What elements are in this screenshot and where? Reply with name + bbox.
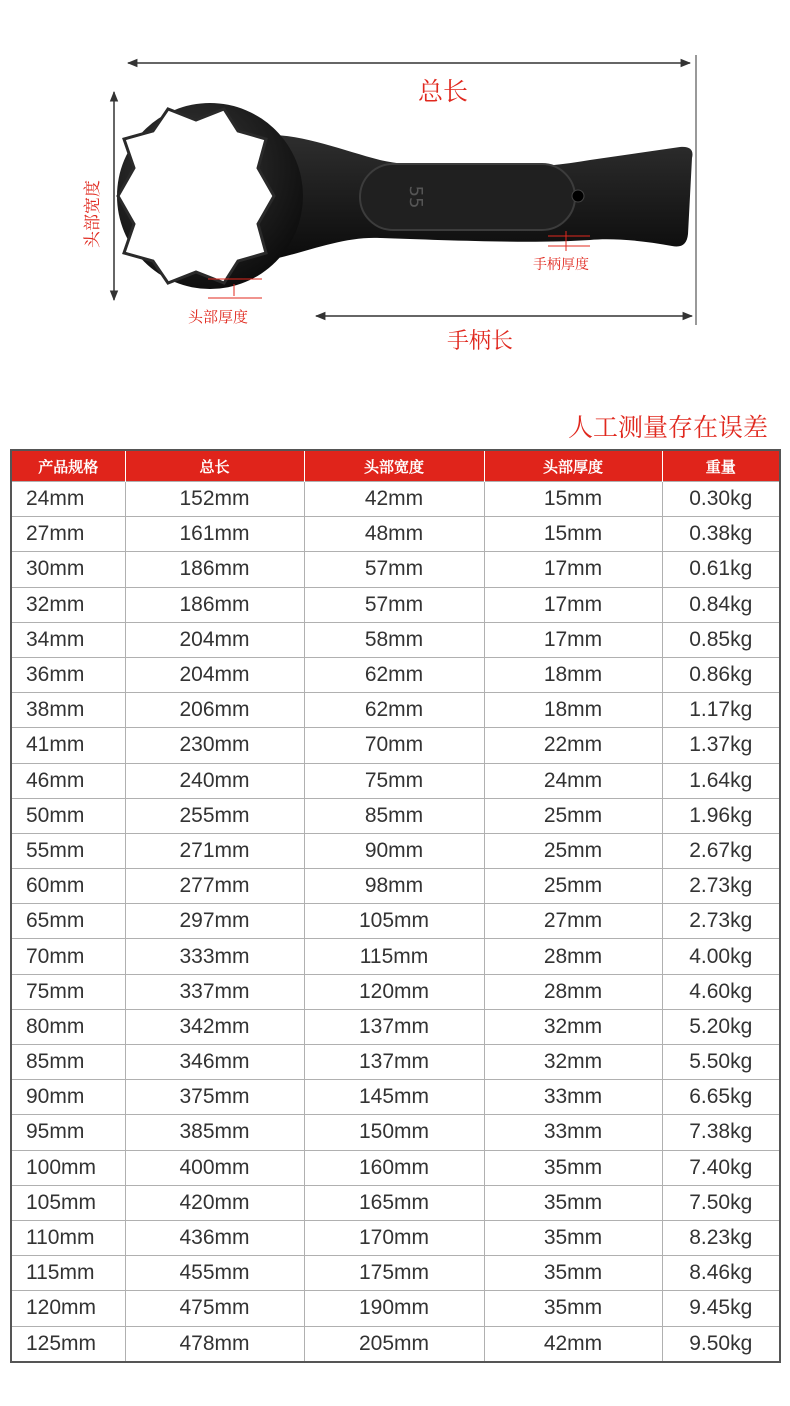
cell-spec: 36mm (11, 657, 125, 692)
header-spec: 产品规格 (11, 450, 125, 482)
table-row (11, 622, 780, 657)
cell-weight: 7.38kg (662, 1115, 780, 1150)
cell-total-length: 333mm (125, 939, 304, 974)
cell-head-width: 105mm (304, 904, 484, 939)
cell-head-thickness: 25mm (484, 833, 662, 868)
wrench-size-mark: 55 (405, 185, 426, 209)
table-row (11, 1185, 780, 1220)
cell-head-thickness: 17mm (484, 587, 662, 622)
table-row (11, 763, 780, 798)
table-row (11, 552, 780, 587)
cell-head-width: 90mm (304, 833, 484, 868)
cell-spec: 65mm (11, 904, 125, 939)
cell-head-thickness: 15mm (484, 517, 662, 552)
cell-head-thickness: 25mm (484, 798, 662, 833)
cell-weight: 2.73kg (662, 904, 780, 939)
cell-head-thickness: 18mm (484, 693, 662, 728)
cell-head-thickness: 32mm (484, 1009, 662, 1044)
cell-weight: 0.86kg (662, 657, 780, 692)
cell-total-length: 206mm (125, 693, 304, 728)
cell-head-thickness: 35mm (484, 1220, 662, 1255)
cell-head-width: 160mm (304, 1150, 484, 1185)
cell-total-length: 375mm (125, 1080, 304, 1115)
cell-head-width: 150mm (304, 1115, 484, 1150)
cell-head-width: 137mm (304, 1009, 484, 1044)
cell-total-length: 455mm (125, 1256, 304, 1291)
cell-weight: 8.46kg (662, 1256, 780, 1291)
cell-weight: 0.38kg (662, 517, 780, 552)
cell-weight: 7.40kg (662, 1150, 780, 1185)
cell-total-length: 420mm (125, 1185, 304, 1220)
cell-head-thickness: 42mm (484, 1326, 662, 1362)
cell-head-width: 190mm (304, 1291, 484, 1326)
cell-total-length: 478mm (125, 1326, 304, 1362)
header-weight: 重量 (662, 450, 780, 482)
cell-total-length: 337mm (125, 974, 304, 1009)
cell-total-length: 342mm (125, 1009, 304, 1044)
cell-spec: 125mm (11, 1326, 125, 1362)
cell-weight: 1.64kg (662, 763, 780, 798)
table-row (11, 1045, 780, 1080)
handle-thickness-label: 手柄厚度 (533, 257, 589, 273)
cell-total-length: 436mm (125, 1220, 304, 1255)
cell-head-width: 145mm (304, 1080, 484, 1115)
cell-head-thickness: 28mm (484, 939, 662, 974)
cell-head-thickness: 35mm (484, 1150, 662, 1185)
cell-head-width: 175mm (304, 1256, 484, 1291)
total-length-label: 总长 (418, 77, 469, 106)
cell-spec: 32mm (11, 587, 125, 622)
cell-head-thickness: 35mm (484, 1291, 662, 1326)
cell-total-length: 230mm (125, 728, 304, 763)
cell-head-thickness: 15mm (484, 482, 662, 517)
cell-total-length: 186mm (125, 552, 304, 587)
cell-head-thickness: 18mm (484, 657, 662, 692)
cell-total-length: 475mm (125, 1291, 304, 1326)
cell-weight: 8.23kg (662, 1220, 780, 1255)
cell-spec: 24mm (11, 482, 125, 517)
cell-total-length: 400mm (125, 1150, 304, 1185)
cell-total-length: 255mm (125, 798, 304, 833)
cell-head-width: 62mm (304, 657, 484, 692)
table-row (11, 798, 780, 833)
cell-spec: 75mm (11, 974, 125, 1009)
cell-head-thickness: 27mm (484, 904, 662, 939)
cell-spec: 55mm (11, 833, 125, 868)
cell-spec: 110mm (11, 1220, 125, 1255)
wrench-illustration (0, 0, 790, 400)
cell-head-width: 115mm (304, 939, 484, 974)
cell-head-width: 170mm (304, 1220, 484, 1255)
cell-weight: 4.00kg (662, 939, 780, 974)
cell-spec: 34mm (11, 622, 125, 657)
table-row (11, 693, 780, 728)
cell-head-thickness: 24mm (484, 763, 662, 798)
table-row (11, 904, 780, 939)
cell-spec: 85mm (11, 1045, 125, 1080)
cell-weight: 2.73kg (662, 869, 780, 904)
wrench-opening (118, 109, 274, 283)
cell-spec: 105mm (11, 1185, 125, 1220)
cell-head-width: 120mm (304, 974, 484, 1009)
cell-spec: 100mm (11, 1150, 125, 1185)
cell-total-length: 346mm (125, 1045, 304, 1080)
cell-head-width: 137mm (304, 1045, 484, 1080)
table-body (11, 482, 780, 1363)
cell-head-thickness: 17mm (484, 552, 662, 587)
table-row (11, 1291, 780, 1326)
cell-head-thickness: 33mm (484, 1080, 662, 1115)
cell-weight: 9.50kg (662, 1326, 780, 1362)
cell-weight: 4.60kg (662, 974, 780, 1009)
cell-spec: 95mm (11, 1115, 125, 1150)
cell-spec: 27mm (11, 517, 125, 552)
cell-head-width: 85mm (304, 798, 484, 833)
table-row (11, 1220, 780, 1255)
handle-length-label: 手柄长 (447, 329, 514, 354)
table-row (11, 833, 780, 868)
cell-spec: 30mm (11, 552, 125, 587)
table-row (11, 657, 780, 692)
table-row (11, 974, 780, 1009)
cell-spec: 70mm (11, 939, 125, 974)
cell-weight: 7.50kg (662, 1185, 780, 1220)
table-row (11, 517, 780, 552)
head-width-label: 头部宽度 (83, 180, 103, 248)
cell-total-length: 297mm (125, 904, 304, 939)
cell-head-width: 70mm (304, 728, 484, 763)
table-row (11, 1150, 780, 1185)
table-row (11, 1256, 780, 1291)
table-row (11, 1009, 780, 1044)
cell-spec: 38mm (11, 693, 125, 728)
cell-spec: 50mm (11, 798, 125, 833)
header-total-length: 总长 (125, 450, 304, 482)
cell-head-width: 58mm (304, 622, 484, 657)
cell-total-length: 385mm (125, 1115, 304, 1150)
cell-weight: 1.37kg (662, 728, 780, 763)
cell-head-thickness: 32mm (484, 1045, 662, 1080)
cell-weight: 5.20kg (662, 1009, 780, 1044)
cell-total-length: 161mm (125, 517, 304, 552)
cell-head-thickness: 25mm (484, 869, 662, 904)
cell-spec: 120mm (11, 1291, 125, 1326)
cell-head-width: 48mm (304, 517, 484, 552)
cell-spec: 60mm (11, 869, 125, 904)
table-header-row (11, 450, 780, 482)
cell-head-thickness: 35mm (484, 1185, 662, 1220)
cell-spec: 41mm (11, 728, 125, 763)
cell-head-width: 62mm (304, 693, 484, 728)
head-thickness-label: 头部厚度 (188, 308, 249, 326)
cell-weight: 6.65kg (662, 1080, 780, 1115)
cell-spec: 80mm (11, 1009, 125, 1044)
cell-total-length: 240mm (125, 763, 304, 798)
cell-total-length: 152mm (125, 482, 304, 517)
table-row (11, 587, 780, 622)
table-row (11, 728, 780, 763)
cell-total-length: 186mm (125, 587, 304, 622)
cell-head-width: 57mm (304, 552, 484, 587)
cell-spec: 90mm (11, 1080, 125, 1115)
cell-head-width: 205mm (304, 1326, 484, 1362)
cell-head-width: 57mm (304, 587, 484, 622)
cell-weight: 1.17kg (662, 693, 780, 728)
cell-total-length: 271mm (125, 833, 304, 868)
cell-head-width: 165mm (304, 1185, 484, 1220)
cell-head-thickness: 17mm (484, 622, 662, 657)
cell-head-width: 75mm (304, 763, 484, 798)
handle-panel (360, 164, 575, 230)
cell-weight: 2.67kg (662, 833, 780, 868)
cell-weight: 0.85kg (662, 622, 780, 657)
cell-weight: 9.45kg (662, 1291, 780, 1326)
table-row (11, 482, 780, 517)
spec-table (10, 449, 781, 1363)
table-row (11, 1080, 780, 1115)
header-head-width: 头部宽度 (304, 450, 484, 482)
cell-head-thickness: 22mm (484, 728, 662, 763)
cell-weight: 0.84kg (662, 587, 780, 622)
table-row (11, 869, 780, 904)
cell-spec: 115mm (11, 1256, 125, 1291)
cell-head-thickness: 33mm (484, 1115, 662, 1150)
handle-hole (572, 190, 584, 202)
cell-total-length: 277mm (125, 869, 304, 904)
header-head-thickness: 头部厚度 (484, 450, 662, 482)
cell-spec: 46mm (11, 763, 125, 798)
cell-weight: 0.30kg (662, 482, 780, 517)
cell-total-length: 204mm (125, 657, 304, 692)
wrench-diagram (0, 0, 790, 400)
cell-total-length: 204mm (125, 622, 304, 657)
cell-head-thickness: 35mm (484, 1256, 662, 1291)
cell-head-width: 98mm (304, 869, 484, 904)
table-row (11, 939, 780, 974)
cell-weight: 5.50kg (662, 1045, 780, 1080)
cell-weight: 1.96kg (662, 798, 780, 833)
cell-weight: 0.61kg (662, 552, 780, 587)
cell-head-width: 42mm (304, 482, 484, 517)
table-row (11, 1115, 780, 1150)
cell-head-thickness: 28mm (484, 974, 662, 1009)
table-row (11, 1326, 780, 1362)
measurement-error-note: 人工测量存在误差 (567, 413, 768, 442)
